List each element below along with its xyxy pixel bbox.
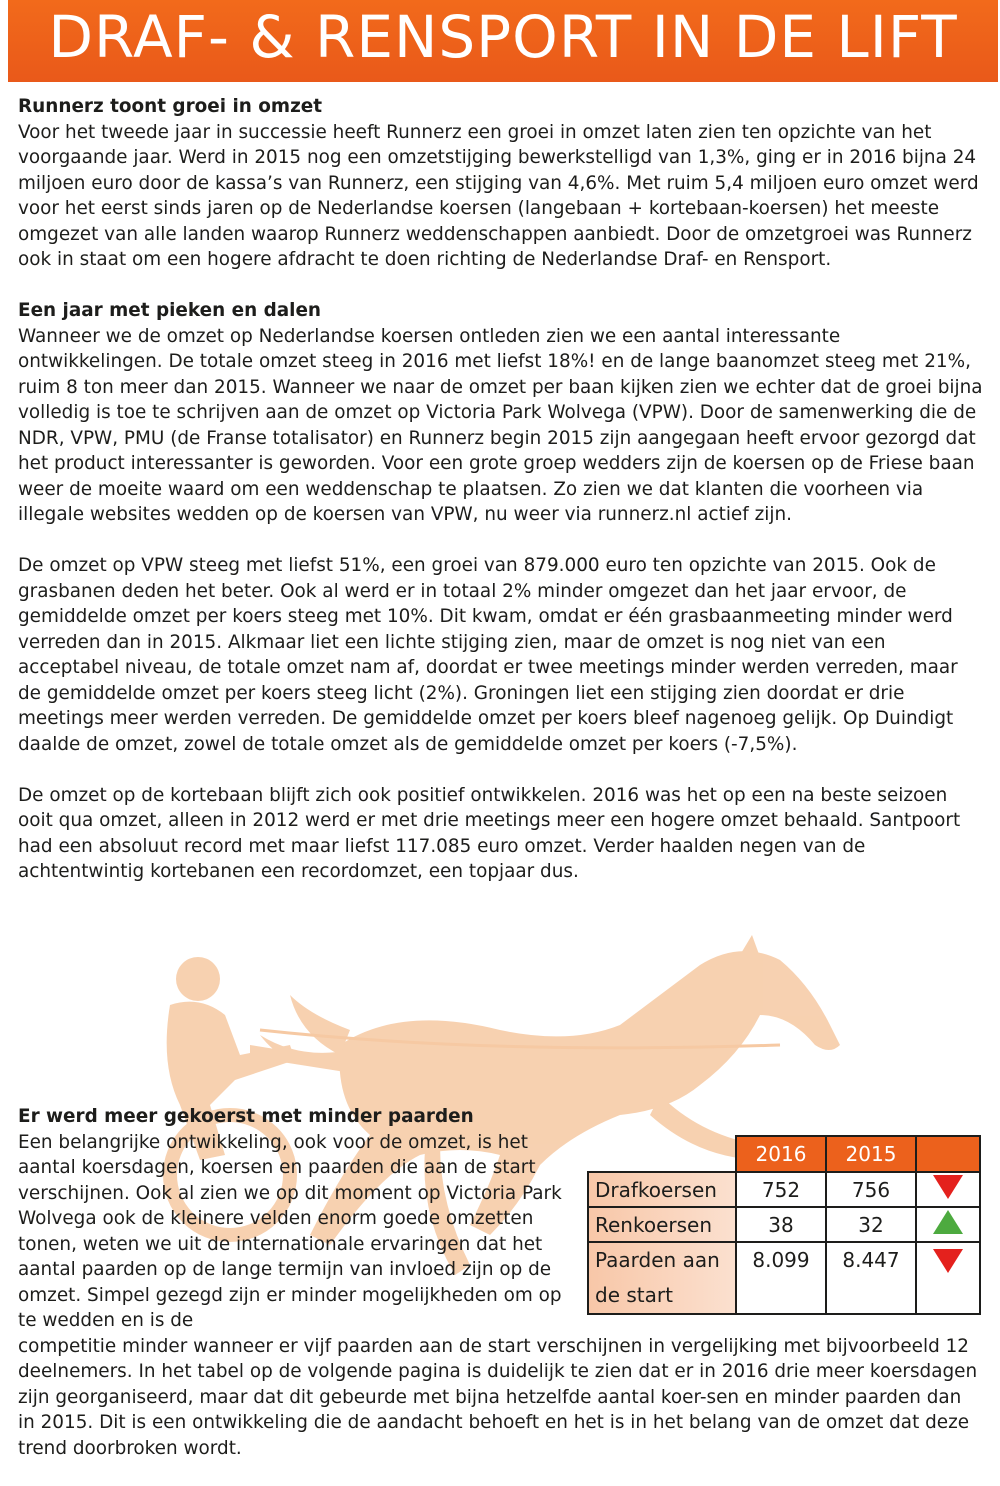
red-down-triangle-icon (933, 1175, 963, 1199)
column-header-2015: 2015 (826, 1136, 916, 1172)
section-heading-pieken-dalen: Een jaar met pieken en dalen (18, 300, 322, 321)
page-title: DRAF- & RENSPORT IN DE LIFT (48, 3, 958, 71)
trend-cell-paarden (916, 1242, 980, 1314)
red-down-triangle-icon (933, 1249, 963, 1273)
cell-renkoersen-2016: 38 (736, 1207, 826, 1242)
title-banner (8, 0, 998, 82)
table-header-row (588, 1136, 980, 1172)
row-label-renkoersen: Renkoersen (588, 1207, 736, 1242)
paragraph-paarden-intro: Een belangrijke ontwikkeling, ook voor de omzet, is het aantal koersdagen, koersen en paarden die aan de start verschijnen. Ook al zien we op dit moment op Victoria Park Wolvega ook de kleinere velden enorm goede omzetten tonen, weten we uit de internationale ervaringen dat het aantal paarden op de lange termijn van invloed zijn op de omzet. Simpel gezegd zijn er minder mogelijkheden om op te wedden en is de (18, 1131, 562, 1331)
trend-cell-drafkoersen (916, 1172, 980, 1207)
paragraph-omzet-ontwikkelingen: Wanneer we de omzet op Nederlandse koersen ontleden zien we een aantal interessante ontwikkelingen. De totale omzet steeg in 2016 met liefst 18%! en de lange baanomzet steeg met 21%, ruim 8 ton meer dan 2015. Wanneer we naar de omzet per baan kijken zien we echter dat de groei bijna volledig is toe te schrijven aan de omzet op Victoria Park Wolvega (VPW). Door de samenwerking die de NDR, VPW, PMU (de Franse totalisator) en Runnerz begin 2015 zijn aangegaan heeft ervoor gezorgd dat het product interessanter is geworden. Voor een grote groep wedders zijn de koersen op de Friese baan weer de moeite waard om een weddenschap te plaatsen. Zo zien we dat klanten die voorheen via illegale websites wedden op de koersen van VPW, nu weer via runnerz.nl actief zijn. (18, 325, 983, 525)
section-heading-runnerz: Runnerz toont groei in omzet (18, 96, 323, 117)
row-label-drafkoersen: Drafkoersen (588, 1172, 736, 1207)
paragraph-runnerz: Voor het tweede jaar in successie heeft Runnerz een groei in omzet laten zien ten opzichte van het voorgaande jaar. Werd in 2015 nog een omzetstijging bewerkstelligd van 1,3%, ging er in 2016 bijna 24 miljoen euro door de kassa’s van Runnerz, een stijging van 4,6%. Met ruim 5,4 miljoen euro omzet werd voor het eerst sinds jaren op de Nederlandse koersen (langebaan + kortebaan-koersen) het meeste omgezet van alle landen waarop Runnerz weddenschappen aanbiedt. Door de omzetgroei was Runnerz ook in staat om een hogere afdracht te doen richting de Nederlandse Draf- en Rensport. (18, 121, 979, 270)
table-row (588, 1207, 980, 1242)
table-row (588, 1172, 980, 1207)
green-up-triangle-icon (933, 1210, 963, 1234)
row-label-paarden: Paarden aan de start (588, 1242, 736, 1314)
section-heading-paarden: Er werd meer gekoerst met minder paarden (18, 1106, 474, 1127)
stats-table (587, 1135, 981, 1315)
table-corner (588, 1136, 736, 1172)
column-header-2016: 2016 (736, 1136, 826, 1172)
table-row (588, 1242, 980, 1314)
paragraph-kortebaan: De omzet op de kortebaan blijft zich ook positief ontwikkelen. 2016 was het op een na beste seizoen ooit qua omzet, alleen in 2012 werd er met drie meetings meer een hogere omzet behaald. Santpoort had een absoluut record met maar liefst 117.085 euro omzet. Verder haalden negen van de achtentwintig kortebanen een recordomzet, een topjaar dus. (18, 784, 961, 882)
cell-drafkoersen-2015: 756 (826, 1172, 916, 1207)
cell-paarden-2015: 8.447 (826, 1242, 916, 1314)
cell-paarden-2016: 8.099 (736, 1242, 826, 1314)
column-header-trend (916, 1136, 980, 1172)
trend-cell-renkoersen (916, 1207, 980, 1242)
cell-drafkoersen-2016: 752 (736, 1172, 826, 1207)
paragraph-vpw-grasbanen: De omzet op VPW steeg met liefst 51%, een groei van 879.000 euro ten opzichte van 2015. Ook de grasbanen deden het beter. Ook al werd er in totaal 2% minder omgezet dan het jaar ervoor, de gemiddelde omzet per koers steeg met 10%. Dit kwam, omdat er één grasbaanmeeting minder werd verreden dan in 2015. Alkmaar liet een lichte stijging zien, maar de omzet is nog niet van een acceptabel niveau, de totale omzet nam af, doordat er twee meetings minder werden verreden, maar de gemiddelde omzet per koers steeg licht (2%). Groningen liet een stijging zien doordat er drie meetings meer werden verreden. De gemiddelde omzet per koers bleef nagenoeg gelijk. Op Duindigt daalde de omzet, zowel de totale omzet als de gemiddelde omzet per koers (-7,5%). (18, 555, 958, 755)
cell-renkoersen-2015: 32 (826, 1207, 916, 1242)
paragraph-paarden-vervolg: competitie minder wanneer er vijf paarden aan de start verschijnen in vergelijking met bijvoorbeeld 12 deelnemers. In het tabel op de volgende pagina is duidelijk te zien dat er in 2016 drie meer koersdagen zijn georganiseerd, maar dat dit gebeurde met bijna hetzelfde aantal koer-sen en minder paarden dan in 2015. Dit is een ontwikkeling die de aandacht behoeft en het is in het belang van de omzet dat deze trend doorbroken wordt. (18, 1335, 978, 1459)
article-body (18, 94, 983, 885)
